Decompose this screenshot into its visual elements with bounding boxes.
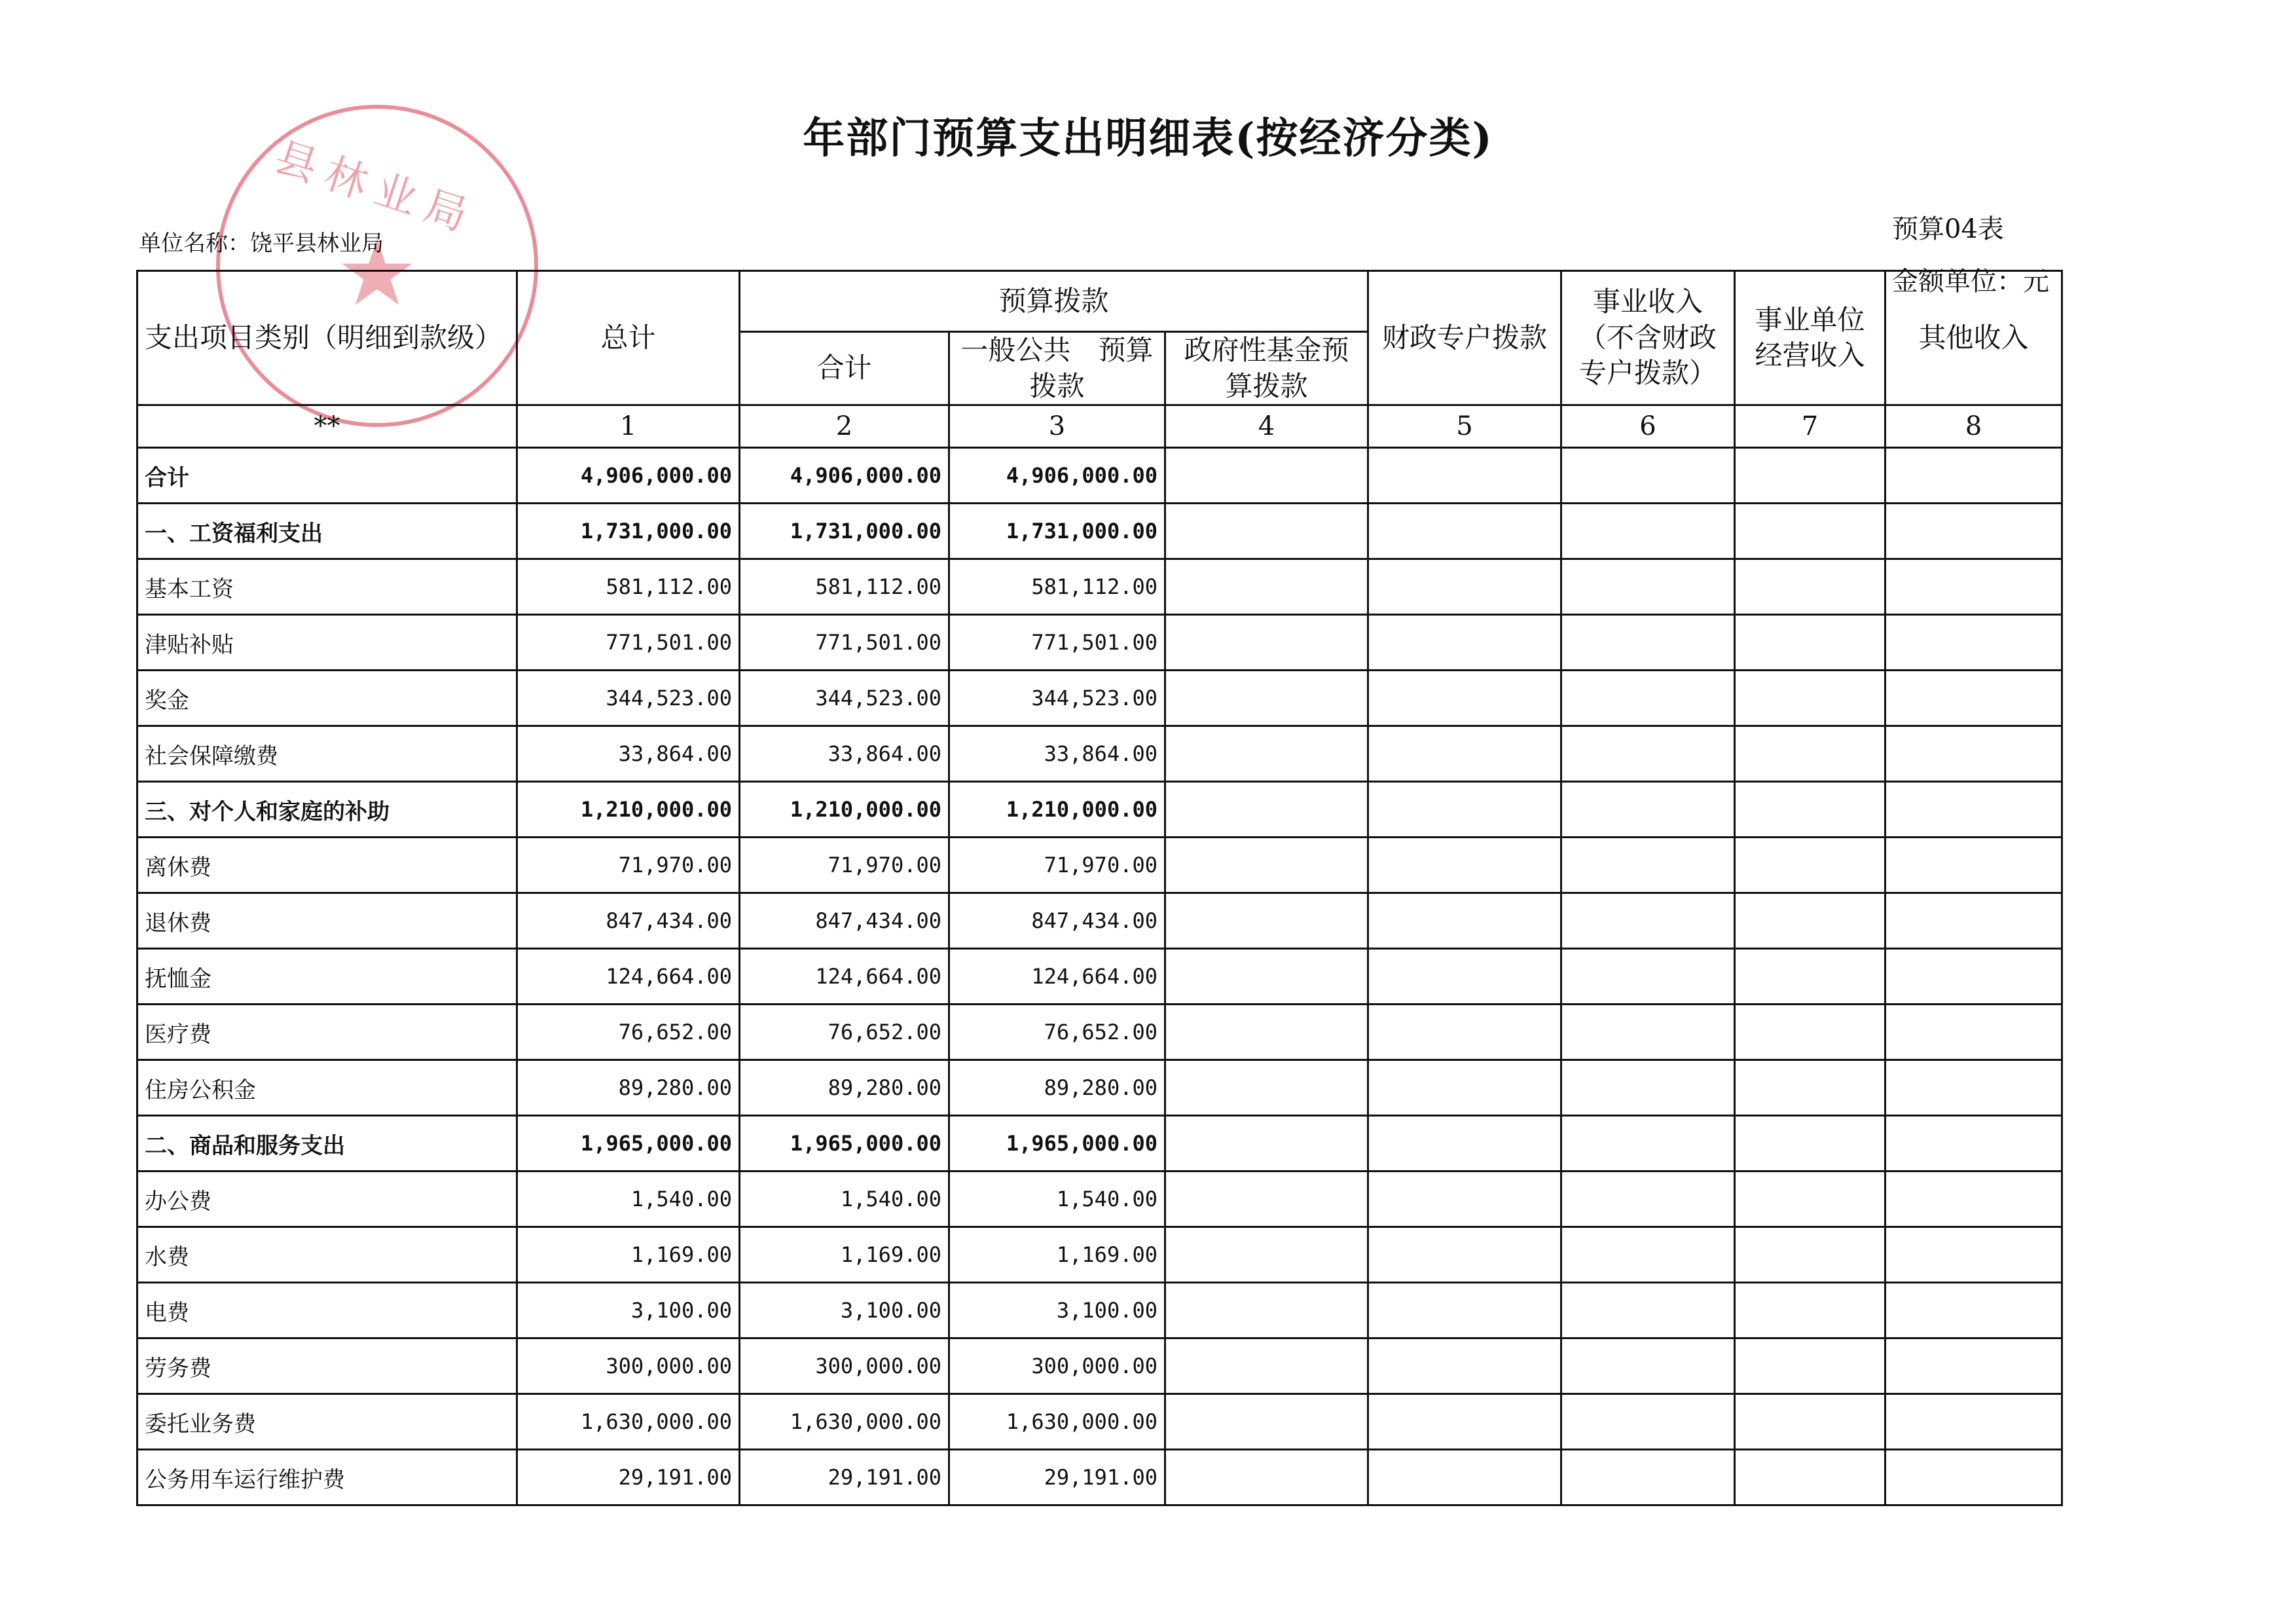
subtotal-cell: 3,100.00 (740, 1283, 949, 1338)
general-public-cell: 1,540.00 (949, 1172, 1165, 1227)
index-cell: 7 (1735, 405, 1886, 448)
total-cell: 1,210,000.00 (517, 782, 740, 838)
row-label: 退休费 (137, 893, 517, 949)
subtotal-cell: 89,280.00 (740, 1060, 949, 1116)
seal-text: 县林业局 (268, 133, 483, 244)
empty-cell (1886, 1394, 2062, 1450)
row-label: 住房公积金 (137, 1060, 517, 1116)
empty-cell (1886, 1283, 2062, 1338)
general-public-cell: 89,280.00 (949, 1060, 1165, 1116)
table-row (137, 893, 2062, 949)
table-row (137, 782, 2062, 838)
empty-cell (1886, 1338, 2062, 1394)
empty-cell (1561, 1172, 1735, 1227)
empty-cell (1165, 1450, 1368, 1505)
empty-cell (1886, 615, 2062, 671)
empty-cell (1735, 615, 1886, 671)
row-label: 基本工资 (137, 559, 517, 615)
empty-cell (1165, 559, 1368, 615)
table-row (137, 671, 2062, 726)
empty-cell (1368, 671, 1561, 726)
empty-cell (1368, 559, 1561, 615)
table-row (137, 949, 2062, 1005)
header-gov-fund: 政府性基金预算拨款 (1165, 332, 1368, 405)
total-cell: 124,664.00 (517, 949, 740, 1005)
total-cell: 300,000.00 (517, 1338, 740, 1394)
total-cell: 1,169.00 (517, 1227, 740, 1283)
unit-name: 单位名称：饶平县林业局 (139, 231, 384, 257)
subtotal-cell: 1,965,000.00 (740, 1116, 949, 1172)
header-total: 总计 (517, 271, 740, 405)
index-cell: 1 (517, 405, 740, 448)
empty-cell (1165, 1005, 1368, 1060)
header-business-income: 事业收入（不含财政专户拨款） (1561, 271, 1735, 405)
header-budget-allocation: 预算拨款 (740, 271, 1368, 332)
empty-cell (1368, 838, 1561, 893)
row-label: 二、商品和服务支出 (137, 1116, 517, 1172)
row-label: 一、工资福利支出 (137, 504, 517, 559)
subtotal-cell: 4,906,000.00 (740, 448, 949, 504)
total-cell: 1,731,000.00 (517, 504, 740, 559)
empty-cell (1561, 1227, 1735, 1283)
index-row (137, 405, 2062, 448)
row-label: 合计 (137, 448, 517, 504)
empty-cell (1561, 838, 1735, 893)
table-row (137, 615, 2062, 671)
row-label: 离休费 (137, 838, 517, 893)
empty-cell (1165, 448, 1368, 504)
header-other-income: 其他收入 (1886, 271, 2062, 405)
budget-table (136, 270, 2063, 1506)
total-cell: 1,630,000.00 (517, 1394, 740, 1450)
total-cell: 33,864.00 (517, 726, 740, 782)
table-row (137, 838, 2062, 893)
money-unit: 金额单位：元 (1892, 267, 2049, 297)
table-row (137, 1116, 2062, 1172)
subtotal-cell: 847,434.00 (740, 893, 949, 949)
header-category: 支出项目类别（明细到款级） (137, 271, 517, 405)
empty-cell (1165, 615, 1368, 671)
empty-cell (1368, 1227, 1561, 1283)
empty-cell (1165, 504, 1368, 559)
empty-cell (1735, 671, 1886, 726)
empty-cell (1561, 1394, 1735, 1450)
empty-cell (1368, 1005, 1561, 1060)
empty-cell (1561, 726, 1735, 782)
general-public-cell: 1,630,000.00 (949, 1394, 1165, 1450)
row-label: 抚恤金 (137, 949, 517, 1005)
subtotal-cell: 124,664.00 (740, 949, 949, 1005)
total-cell: 1,540.00 (517, 1172, 740, 1227)
empty-cell (1165, 671, 1368, 726)
empty-cell (1886, 1172, 2062, 1227)
form-code: 预算04表 (1892, 214, 2004, 244)
empty-cell (1886, 1450, 2062, 1505)
row-label: 津贴补贴 (137, 615, 517, 671)
total-cell: 771,501.00 (517, 615, 740, 671)
general-public-cell: 1,210,000.00 (949, 782, 1165, 838)
row-label: 委托业务费 (137, 1394, 517, 1450)
total-cell: 4,906,000.00 (517, 448, 740, 504)
row-label: 水费 (137, 1227, 517, 1283)
total-cell: 29,191.00 (517, 1450, 740, 1505)
subtotal-cell: 344,523.00 (740, 671, 949, 726)
empty-cell (1561, 1283, 1735, 1338)
empty-cell (1735, 726, 1886, 782)
table-row (137, 1394, 2062, 1450)
index-cell: ** (137, 405, 517, 448)
row-label: 电费 (137, 1283, 517, 1338)
row-label: 公务用车运行维护费 (137, 1450, 517, 1505)
general-public-cell: 1,731,000.00 (949, 504, 1165, 559)
empty-cell (1886, 1060, 2062, 1116)
empty-cell (1165, 1283, 1368, 1338)
total-cell: 71,970.00 (517, 838, 740, 893)
empty-cell (1886, 504, 2062, 559)
empty-cell (1165, 1227, 1368, 1283)
empty-cell (1368, 1450, 1561, 1505)
empty-cell (1368, 615, 1561, 671)
index-cell: 6 (1561, 405, 1735, 448)
empty-cell (1561, 782, 1735, 838)
empty-cell (1368, 782, 1561, 838)
empty-cell (1561, 1116, 1735, 1172)
total-cell: 344,523.00 (517, 671, 740, 726)
empty-cell (1368, 893, 1561, 949)
row-label: 奖金 (137, 671, 517, 726)
general-public-cell: 847,434.00 (949, 893, 1165, 949)
general-public-cell: 300,000.00 (949, 1338, 1165, 1394)
subtotal-cell: 300,000.00 (740, 1338, 949, 1394)
empty-cell (1368, 1338, 1561, 1394)
empty-cell (1368, 448, 1561, 504)
empty-cell (1561, 448, 1735, 504)
empty-cell (1368, 1060, 1561, 1116)
empty-cell (1561, 1450, 1735, 1505)
index-cell: 3 (949, 405, 1165, 448)
empty-cell (1735, 1060, 1886, 1116)
index-cell: 4 (1165, 405, 1368, 448)
index-cell: 2 (740, 405, 949, 448)
empty-cell (1735, 559, 1886, 615)
table-row (137, 726, 2062, 782)
empty-cell (1886, 448, 2062, 504)
general-public-cell: 4,906,000.00 (949, 448, 1165, 504)
empty-cell (1368, 949, 1561, 1005)
general-public-cell: 33,864.00 (949, 726, 1165, 782)
total-cell: 1,965,000.00 (517, 1116, 740, 1172)
empty-cell (1165, 1394, 1368, 1450)
subtotal-cell: 1,540.00 (740, 1172, 949, 1227)
general-public-cell: 71,970.00 (949, 838, 1165, 893)
empty-cell (1561, 893, 1735, 949)
empty-cell (1561, 1005, 1735, 1060)
empty-cell (1735, 1227, 1886, 1283)
empty-cell (1165, 949, 1368, 1005)
table-row (137, 1227, 2062, 1283)
empty-cell (1886, 726, 2062, 782)
empty-cell (1165, 893, 1368, 949)
general-public-cell: 771,501.00 (949, 615, 1165, 671)
subtotal-cell: 771,501.00 (740, 615, 949, 671)
empty-cell (1735, 1116, 1886, 1172)
empty-cell (1165, 838, 1368, 893)
empty-cell (1886, 893, 2062, 949)
empty-cell (1561, 559, 1735, 615)
empty-cell (1368, 1172, 1561, 1227)
total-cell: 3,100.00 (517, 1283, 740, 1338)
table-row (137, 559, 2062, 615)
empty-cell (1735, 782, 1886, 838)
empty-cell (1561, 504, 1735, 559)
general-public-cell: 76,652.00 (949, 1005, 1165, 1060)
empty-cell (1886, 559, 2062, 615)
table-row (137, 1172, 2062, 1227)
empty-cell (1735, 1005, 1886, 1060)
page-title: 年部门预算支出明细表(按经济分类) (803, 114, 1493, 163)
empty-cell (1165, 1338, 1368, 1394)
empty-cell (1165, 726, 1368, 782)
general-public-cell: 124,664.00 (949, 949, 1165, 1005)
empty-cell (1561, 671, 1735, 726)
empty-cell (1368, 1283, 1561, 1338)
table-row (137, 1060, 2062, 1116)
row-label: 办公费 (137, 1172, 517, 1227)
subtotal-cell: 29,191.00 (740, 1450, 949, 1505)
empty-cell (1368, 504, 1561, 559)
empty-cell (1735, 504, 1886, 559)
empty-cell (1561, 1338, 1735, 1394)
empty-cell (1735, 1450, 1886, 1505)
empty-cell (1886, 949, 2062, 1005)
empty-cell (1368, 1116, 1561, 1172)
row-label: 三、对个人和家庭的补助 (137, 782, 517, 838)
row-label: 医疗费 (137, 1005, 517, 1060)
header-general-public: 一般公共 预算拨款 (949, 332, 1165, 405)
total-cell: 581,112.00 (517, 559, 740, 615)
subtotal-cell: 71,970.00 (740, 838, 949, 893)
subtotal-cell: 76,652.00 (740, 1005, 949, 1060)
empty-cell (1165, 1060, 1368, 1116)
total-cell: 76,652.00 (517, 1005, 740, 1060)
index-cell: 5 (1368, 405, 1561, 448)
empty-cell (1735, 1338, 1886, 1394)
empty-cell (1368, 1394, 1561, 1450)
subtotal-cell: 1,731,000.00 (740, 504, 949, 559)
subtotal-cell: 1,210,000.00 (740, 782, 949, 838)
empty-cell (1165, 782, 1368, 838)
general-public-cell: 1,169.00 (949, 1227, 1165, 1283)
empty-cell (1735, 448, 1886, 504)
empty-cell (1886, 1116, 2062, 1172)
empty-cell (1165, 1172, 1368, 1227)
empty-cell (1886, 838, 2062, 893)
empty-cell (1735, 1283, 1886, 1338)
index-cell: 8 (1886, 405, 2062, 448)
subtotal-cell: 1,169.00 (740, 1227, 949, 1283)
empty-cell (1735, 1394, 1886, 1450)
empty-cell (1561, 949, 1735, 1005)
total-cell: 847,434.00 (517, 893, 740, 949)
empty-cell (1735, 893, 1886, 949)
row-label: 社会保障缴费 (137, 726, 517, 782)
empty-cell (1165, 1116, 1368, 1172)
general-public-cell: 29,191.00 (949, 1450, 1165, 1505)
header-subtotal: 合计 (740, 332, 949, 405)
subtotal-cell: 1,630,000.00 (740, 1394, 949, 1450)
table-row (137, 504, 2062, 559)
general-public-cell: 344,523.00 (949, 671, 1165, 726)
empty-cell (1368, 726, 1561, 782)
table-row (137, 1283, 2062, 1338)
header-special-account: 财政专户拨款 (1368, 271, 1561, 405)
table-row (137, 1338, 2062, 1394)
empty-cell (1886, 1227, 2062, 1283)
empty-cell (1735, 949, 1886, 1005)
general-public-cell: 3,100.00 (949, 1283, 1165, 1338)
empty-cell (1735, 1172, 1886, 1227)
star-icon: ★ (336, 220, 418, 327)
empty-cell (1886, 782, 2062, 838)
subtotal-cell: 33,864.00 (740, 726, 949, 782)
table-row (137, 1005, 2062, 1060)
empty-cell (1886, 1005, 2062, 1060)
table-row (137, 448, 2062, 504)
header-business-unit: 事业单位经营收入 (1735, 271, 1886, 405)
general-public-cell: 1,965,000.00 (949, 1116, 1165, 1172)
row-label: 劳务费 (137, 1338, 517, 1394)
total-cell: 89,280.00 (517, 1060, 740, 1116)
empty-cell (1561, 615, 1735, 671)
empty-cell (1561, 1060, 1735, 1116)
empty-cell (1735, 838, 1886, 893)
empty-cell (1886, 671, 2062, 726)
general-public-cell: 581,112.00 (949, 559, 1165, 615)
subtotal-cell: 581,112.00 (740, 559, 949, 615)
table-row (137, 1450, 2062, 1505)
